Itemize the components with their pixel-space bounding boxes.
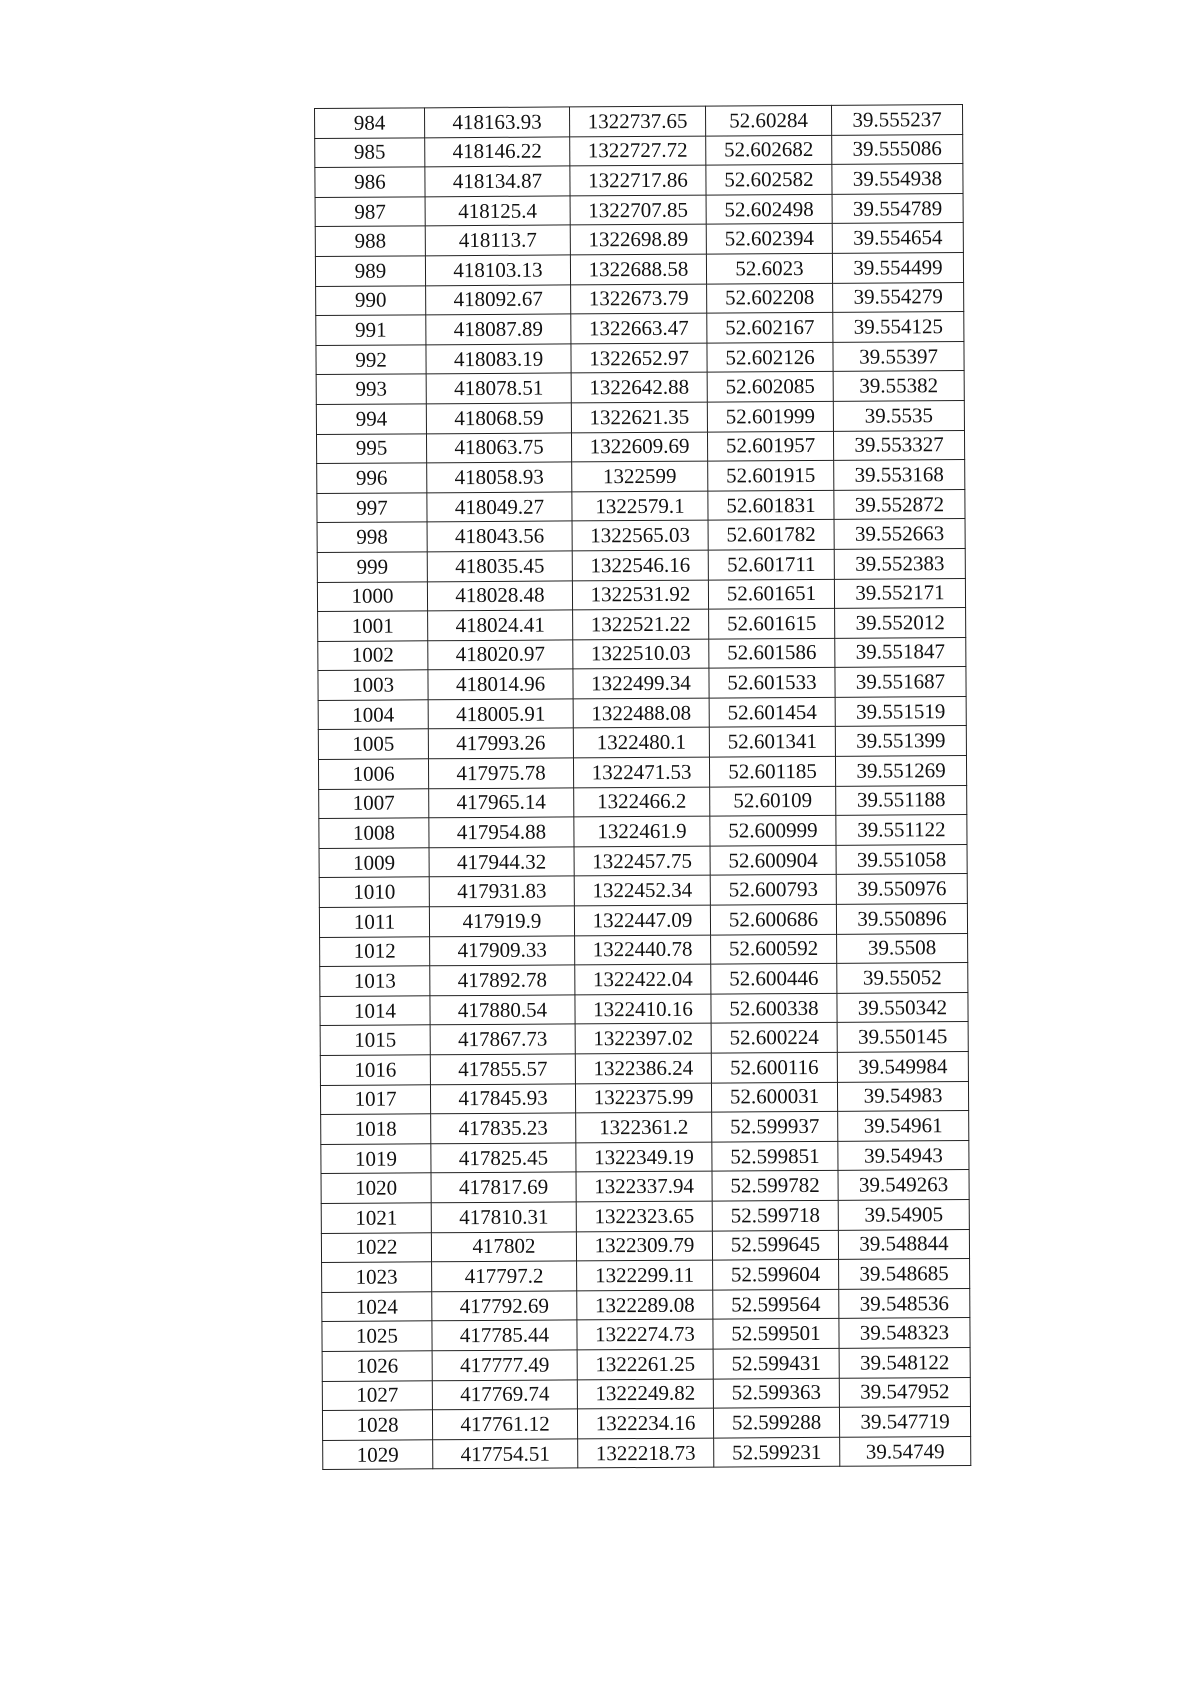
- latitude-cell: 52.602126: [707, 342, 833, 372]
- x-coordinate-cell: 418113.7: [425, 225, 570, 255]
- table-row: [322, 1318, 970, 1352]
- y-coordinate-cell: 1322466.2: [574, 787, 710, 817]
- latitude-cell: 52.602394: [706, 224, 832, 254]
- longitude-cell: 39.548536: [839, 1288, 970, 1318]
- longitude-cell: 39.547719: [839, 1407, 970, 1437]
- x-coordinate-cell: 417954.88: [429, 817, 574, 847]
- latitude-cell: 52.599501: [713, 1319, 839, 1349]
- point-number-cell: 1014: [320, 996, 430, 1026]
- point-number-cell: 1022: [321, 1232, 431, 1262]
- point-number-cell: 1006: [318, 759, 428, 789]
- table-row: [316, 341, 964, 375]
- x-coordinate-cell: 418043.56: [427, 521, 572, 551]
- table-row: [315, 223, 963, 257]
- longitude-cell: 39.555086: [832, 134, 963, 164]
- latitude-cell: 52.602498: [706, 194, 832, 224]
- latitude-cell: 52.600592: [711, 934, 837, 964]
- point-number-cell: 1009: [319, 848, 429, 878]
- y-coordinate-cell: 1322737.65: [569, 106, 705, 136]
- table-row: [315, 193, 963, 227]
- y-coordinate-cell: 1322488.08: [573, 698, 709, 728]
- y-coordinate-cell: 1322410.16: [575, 994, 711, 1024]
- point-number-cell: 1023: [322, 1262, 432, 1292]
- longitude-cell: 39.554125: [833, 312, 964, 342]
- x-coordinate-cell: 417797.2: [432, 1261, 577, 1291]
- longitude-cell: 39.550342: [837, 992, 968, 1022]
- x-coordinate-cell: 418024.41: [428, 610, 573, 640]
- x-coordinate-cell: 417825.45: [431, 1143, 576, 1173]
- x-coordinate-cell: 417817.69: [431, 1172, 576, 1202]
- x-coordinate-cell: 418068.59: [426, 403, 571, 433]
- table-row: [318, 756, 966, 790]
- table-row: [319, 785, 967, 819]
- coordinates-table: [314, 104, 971, 1470]
- table-row: [320, 1081, 968, 1115]
- x-coordinate-cell: 417792.69: [432, 1291, 577, 1321]
- latitude-cell: 52.602085: [707, 372, 833, 402]
- x-coordinate-cell: 418005.91: [428, 699, 573, 729]
- y-coordinate-cell: 1322461.9: [574, 816, 710, 846]
- point-number-cell: 990: [316, 285, 426, 315]
- longitude-cell: 39.553327: [833, 430, 964, 460]
- longitude-cell: 39.552663: [834, 519, 965, 549]
- y-coordinate-cell: 1322274.73: [577, 1319, 713, 1349]
- x-coordinate-cell: 418014.96: [428, 669, 573, 699]
- x-coordinate-cell: 418063.75: [426, 432, 571, 462]
- y-coordinate-cell: 1322480.1: [573, 728, 709, 758]
- point-number-cell: 993: [316, 374, 426, 404]
- latitude-cell: 52.602208: [707, 283, 833, 313]
- y-coordinate-cell: 1322499.34: [573, 668, 709, 698]
- latitude-cell: 52.601454: [709, 697, 835, 727]
- latitude-cell: 52.600338: [711, 993, 837, 1023]
- latitude-cell: 52.601915: [708, 460, 834, 490]
- point-number-cell: 1016: [320, 1055, 430, 1085]
- x-coordinate-cell: 418058.93: [427, 462, 572, 492]
- table-row: [321, 1170, 969, 1204]
- point-number-cell: 1021: [321, 1203, 431, 1233]
- longitude-cell: 39.552872: [834, 489, 965, 519]
- latitude-cell: 52.600999: [710, 816, 836, 846]
- point-number-cell: 1011: [319, 907, 429, 937]
- point-number-cell: 1013: [320, 966, 430, 996]
- y-coordinate-cell: 1322599: [572, 461, 708, 491]
- longitude-cell: 39.55397: [833, 341, 964, 371]
- point-number-cell: 1003: [318, 670, 428, 700]
- y-coordinate-cell: 1322652.97: [571, 343, 707, 373]
- latitude-cell: 52.600904: [710, 845, 836, 875]
- latitude-cell: 52.602167: [707, 312, 833, 342]
- table-row: [321, 1140, 969, 1174]
- y-coordinate-cell: 1322717.86: [570, 165, 706, 195]
- longitude-cell: 39.551687: [835, 667, 966, 697]
- y-coordinate-cell: 1322261.25: [577, 1349, 713, 1379]
- x-coordinate-cell: 417944.32: [429, 847, 574, 877]
- longitude-cell: 39.54905: [838, 1199, 969, 1229]
- table-row: [318, 696, 966, 730]
- point-number-cell: 1018: [321, 1114, 431, 1144]
- x-coordinate-cell: 418083.19: [426, 344, 571, 374]
- y-coordinate-cell: 1322452.34: [574, 876, 710, 906]
- table-row: [316, 430, 964, 464]
- latitude-cell: 52.600446: [711, 964, 837, 994]
- longitude-cell: 39.55052: [837, 963, 968, 993]
- longitude-cell: 39.5535: [833, 400, 964, 430]
- point-number-cell: 1004: [318, 700, 428, 730]
- point-number-cell: 984: [315, 108, 425, 138]
- latitude-cell: 52.599937: [712, 1112, 838, 1142]
- x-coordinate-cell: 418134.87: [425, 166, 570, 196]
- x-coordinate-cell: 417761.12: [432, 1409, 577, 1439]
- table-row: [320, 963, 968, 997]
- y-coordinate-cell: 1322642.88: [571, 372, 707, 402]
- y-coordinate-cell: 1322309.79: [576, 1231, 712, 1261]
- point-number-cell: 1005: [318, 729, 428, 759]
- longitude-cell: 39.549984: [837, 1052, 968, 1082]
- point-number-cell: 1000: [317, 581, 427, 611]
- x-coordinate-cell: 417845.93: [430, 1084, 575, 1114]
- longitude-cell: 39.552383: [834, 548, 965, 578]
- latitude-cell: 52.599288: [713, 1407, 839, 1437]
- point-number-cell: 1008: [319, 818, 429, 848]
- longitude-cell: 39.554938: [832, 164, 963, 194]
- latitude-cell: 52.60109: [710, 786, 836, 816]
- table-row: [323, 1436, 971, 1470]
- longitude-cell: 39.552012: [835, 608, 966, 638]
- table-row: [319, 904, 967, 938]
- x-coordinate-cell: 418049.27: [427, 492, 572, 522]
- longitude-cell: 39.548685: [839, 1259, 970, 1289]
- latitude-cell: 52.599564: [713, 1289, 839, 1319]
- point-number-cell: 987: [315, 197, 425, 227]
- y-coordinate-cell: 1322621.35: [571, 402, 707, 432]
- point-number-cell: 1028: [322, 1410, 432, 1440]
- point-number-cell: 1025: [322, 1321, 432, 1351]
- y-coordinate-cell: 1322707.85: [570, 195, 706, 225]
- y-coordinate-cell: 1322323.65: [576, 1201, 712, 1231]
- x-coordinate-cell: 417965.14: [429, 788, 574, 818]
- x-coordinate-cell: 417785.44: [432, 1320, 577, 1350]
- point-number-cell: 1027: [322, 1380, 432, 1410]
- table-row: [315, 105, 963, 139]
- longitude-cell: 39.551058: [836, 844, 967, 874]
- x-coordinate-cell: 417754.51: [433, 1439, 578, 1469]
- longitude-cell: 39.54749: [840, 1436, 971, 1466]
- longitude-cell: 39.550976: [836, 874, 967, 904]
- point-number-cell: 1020: [321, 1173, 431, 1203]
- y-coordinate-cell: 1322361.2: [576, 1112, 712, 1142]
- x-coordinate-cell: 418125.4: [425, 196, 570, 226]
- latitude-cell: 52.601615: [709, 608, 835, 638]
- y-coordinate-cell: 1322579.1: [572, 491, 708, 521]
- table-row: [317, 460, 965, 494]
- latitude-cell: 52.599851: [712, 1141, 838, 1171]
- table-row: [320, 1052, 968, 1086]
- table-row: [316, 282, 964, 316]
- point-number-cell: 991: [316, 315, 426, 345]
- point-number-cell: 985: [315, 137, 425, 167]
- y-coordinate-cell: 1322510.03: [573, 639, 709, 669]
- x-coordinate-cell: 418146.22: [425, 137, 570, 167]
- table-row: [316, 371, 964, 405]
- point-number-cell: 1001: [318, 611, 428, 641]
- y-coordinate-cell: 1322349.19: [576, 1142, 712, 1172]
- point-number-cell: 992: [316, 345, 426, 375]
- table-row: [322, 1377, 970, 1411]
- table-row: [317, 548, 965, 582]
- y-coordinate-cell: 1322457.75: [574, 846, 710, 876]
- table-row: [320, 933, 968, 967]
- latitude-cell: 52.600793: [710, 875, 836, 905]
- point-number-cell: 997: [317, 493, 427, 523]
- point-number-cell: 999: [317, 552, 427, 582]
- y-coordinate-cell: 1322440.78: [575, 935, 711, 965]
- latitude-cell: 52.599782: [712, 1171, 838, 1201]
- longitude-cell: 39.549263: [838, 1170, 969, 1200]
- table-row: [322, 1347, 970, 1381]
- point-number-cell: 986: [315, 167, 425, 197]
- x-coordinate-cell: 417892.78: [430, 965, 575, 995]
- x-coordinate-cell: 418035.45: [427, 551, 572, 581]
- table-row: [315, 164, 963, 198]
- x-coordinate-cell: 417931.83: [429, 876, 574, 906]
- longitude-cell: 39.554789: [832, 193, 963, 223]
- y-coordinate-cell: 1322299.11: [577, 1260, 713, 1290]
- latitude-cell: 52.601533: [709, 668, 835, 698]
- latitude-cell: 52.600116: [711, 1052, 837, 1082]
- latitude-cell: 52.601957: [707, 431, 833, 461]
- y-coordinate-cell: 1322609.69: [571, 432, 707, 462]
- table-row: [318, 608, 966, 642]
- latitude-cell: 52.602682: [706, 135, 832, 165]
- table-row: [316, 400, 964, 434]
- longitude-cell: 39.551269: [835, 756, 966, 786]
- point-number-cell: 1024: [322, 1292, 432, 1322]
- point-number-cell: 1012: [320, 936, 430, 966]
- latitude-cell: 52.600224: [711, 1023, 837, 1053]
- y-coordinate-cell: 1322447.09: [574, 905, 710, 935]
- y-coordinate-cell: 1322663.47: [571, 313, 707, 343]
- y-coordinate-cell: 1322521.22: [573, 609, 709, 639]
- y-coordinate-cell: 1322375.99: [575, 1083, 711, 1113]
- x-coordinate-cell: 417919.9: [429, 906, 574, 936]
- longitude-cell: 39.548323: [839, 1318, 970, 1348]
- x-coordinate-cell: 417835.23: [431, 1113, 576, 1143]
- table-row: [315, 134, 963, 168]
- x-coordinate-cell: 417867.73: [430, 1024, 575, 1054]
- table-row: [317, 489, 965, 523]
- point-number-cell: 1029: [323, 1440, 433, 1470]
- point-number-cell: 988: [315, 226, 425, 256]
- latitude-cell: 52.601651: [708, 579, 834, 609]
- table-row: [319, 815, 967, 849]
- point-number-cell: 995: [316, 433, 426, 463]
- point-number-cell: 1007: [319, 788, 429, 818]
- coordinates-table-body: [315, 105, 971, 1470]
- table-row: [321, 1199, 969, 1233]
- x-coordinate-cell: 417975.78: [428, 758, 573, 788]
- table-row: [322, 1407, 970, 1441]
- table-row: [320, 1022, 968, 1056]
- y-coordinate-cell: 1322727.72: [570, 136, 706, 166]
- y-coordinate-cell: 1322386.24: [575, 1053, 711, 1083]
- x-coordinate-cell: 417810.31: [431, 1202, 576, 1232]
- longitude-cell: 39.551399: [835, 726, 966, 756]
- y-coordinate-cell: 1322337.94: [576, 1171, 712, 1201]
- x-coordinate-cell: 417769.74: [432, 1379, 577, 1409]
- latitude-cell: 52.599645: [712, 1230, 838, 1260]
- point-number-cell: 994: [316, 404, 426, 434]
- longitude-cell: 39.550896: [836, 904, 967, 934]
- x-coordinate-cell: 417777.49: [432, 1350, 577, 1380]
- point-number-cell: 1019: [321, 1144, 431, 1174]
- point-number-cell: 1017: [320, 1084, 430, 1114]
- y-coordinate-cell: 1322698.89: [570, 224, 706, 254]
- table-row: [322, 1288, 970, 1322]
- longitude-cell: 39.550145: [837, 1022, 968, 1052]
- longitude-cell: 39.554279: [833, 282, 964, 312]
- latitude-cell: 52.599363: [713, 1378, 839, 1408]
- latitude-cell: 52.599231: [714, 1437, 840, 1467]
- point-number-cell: 998: [317, 522, 427, 552]
- x-coordinate-cell: 418087.89: [426, 314, 571, 344]
- latitude-cell: 52.601782: [708, 520, 834, 550]
- table-row: [321, 1229, 969, 1263]
- latitude-cell: 52.600031: [711, 1082, 837, 1112]
- longitude-cell: 39.554654: [832, 223, 963, 253]
- latitude-cell: 52.599431: [713, 1348, 839, 1378]
- y-coordinate-cell: 1322565.03: [572, 520, 708, 550]
- table-row: [321, 1111, 969, 1145]
- latitude-cell: 52.601185: [709, 756, 835, 786]
- point-number-cell: 1015: [320, 1025, 430, 1055]
- longitude-cell: 39.554499: [832, 253, 963, 283]
- latitude-cell: 52.601341: [709, 727, 835, 757]
- longitude-cell: 39.54943: [838, 1140, 969, 1170]
- table-row: [318, 667, 966, 701]
- y-coordinate-cell: 1322218.73: [578, 1438, 714, 1468]
- longitude-cell: 39.551122: [836, 815, 967, 845]
- table-row: [317, 578, 965, 612]
- table-row: [322, 1259, 970, 1293]
- latitude-cell: 52.601999: [707, 401, 833, 431]
- longitude-cell: 39.551519: [835, 696, 966, 726]
- table-row: [319, 874, 967, 908]
- y-coordinate-cell: 1322673.79: [571, 284, 707, 314]
- latitude-cell: 52.599718: [712, 1200, 838, 1230]
- latitude-cell: 52.601586: [709, 638, 835, 668]
- point-number-cell: 989: [315, 256, 425, 286]
- longitude-cell: 39.5508: [837, 933, 968, 963]
- point-number-cell: 1010: [319, 877, 429, 907]
- point-number-cell: 1026: [322, 1351, 432, 1381]
- longitude-cell: 39.553168: [834, 460, 965, 490]
- y-coordinate-cell: 1322289.08: [577, 1290, 713, 1320]
- x-coordinate-cell: 418092.67: [426, 284, 571, 314]
- y-coordinate-cell: 1322531.92: [572, 580, 708, 610]
- x-coordinate-cell: 417855.57: [430, 1054, 575, 1084]
- y-coordinate-cell: 1322546.16: [572, 550, 708, 580]
- x-coordinate-cell: 418163.93: [425, 107, 570, 137]
- x-coordinate-cell: 418103.13: [425, 255, 570, 285]
- longitude-cell: 39.548122: [839, 1347, 970, 1377]
- y-coordinate-cell: 1322397.02: [575, 1023, 711, 1053]
- latitude-cell: 52.60284: [705, 105, 831, 135]
- y-coordinate-cell: 1322234.16: [577, 1408, 713, 1438]
- longitude-cell: 39.54983: [837, 1081, 968, 1111]
- x-coordinate-cell: 418020.97: [428, 640, 573, 670]
- x-coordinate-cell: 417993.26: [428, 728, 573, 758]
- y-coordinate-cell: 1322688.58: [570, 254, 706, 284]
- longitude-cell: 39.55382: [833, 371, 964, 401]
- longitude-cell: 39.54961: [838, 1111, 969, 1141]
- y-coordinate-cell: 1322471.53: [573, 757, 709, 787]
- x-coordinate-cell: 418028.48: [427, 580, 572, 610]
- x-coordinate-cell: 417802: [431, 1231, 576, 1261]
- longitude-cell: 39.547952: [839, 1377, 970, 1407]
- longitude-cell: 39.552171: [834, 578, 965, 608]
- table-row: [319, 844, 967, 878]
- table-row: [318, 726, 966, 760]
- x-coordinate-cell: 418078.51: [426, 373, 571, 403]
- latitude-cell: 52.599604: [713, 1259, 839, 1289]
- point-number-cell: 1002: [318, 641, 428, 671]
- x-coordinate-cell: 417880.54: [430, 995, 575, 1025]
- longitude-cell: 39.551188: [836, 785, 967, 815]
- point-number-cell: 996: [317, 463, 427, 493]
- table-row: [317, 519, 965, 553]
- longitude-cell: 39.548844: [838, 1229, 969, 1259]
- x-coordinate-cell: 417909.33: [430, 936, 575, 966]
- table-row: [318, 637, 966, 671]
- latitude-cell: 52.602582: [706, 165, 832, 195]
- latitude-cell: 52.601711: [708, 549, 834, 579]
- latitude-cell: 52.600686: [710, 904, 836, 934]
- table-row: [320, 992, 968, 1026]
- longitude-cell: 39.551847: [835, 637, 966, 667]
- latitude-cell: 52.6023: [706, 253, 832, 283]
- table-row: [316, 312, 964, 346]
- longitude-cell: 39.555237: [831, 105, 962, 135]
- latitude-cell: 52.601831: [708, 490, 834, 520]
- y-coordinate-cell: 1322249.82: [577, 1379, 713, 1409]
- table-row: [315, 253, 963, 287]
- y-coordinate-cell: 1322422.04: [575, 964, 711, 994]
